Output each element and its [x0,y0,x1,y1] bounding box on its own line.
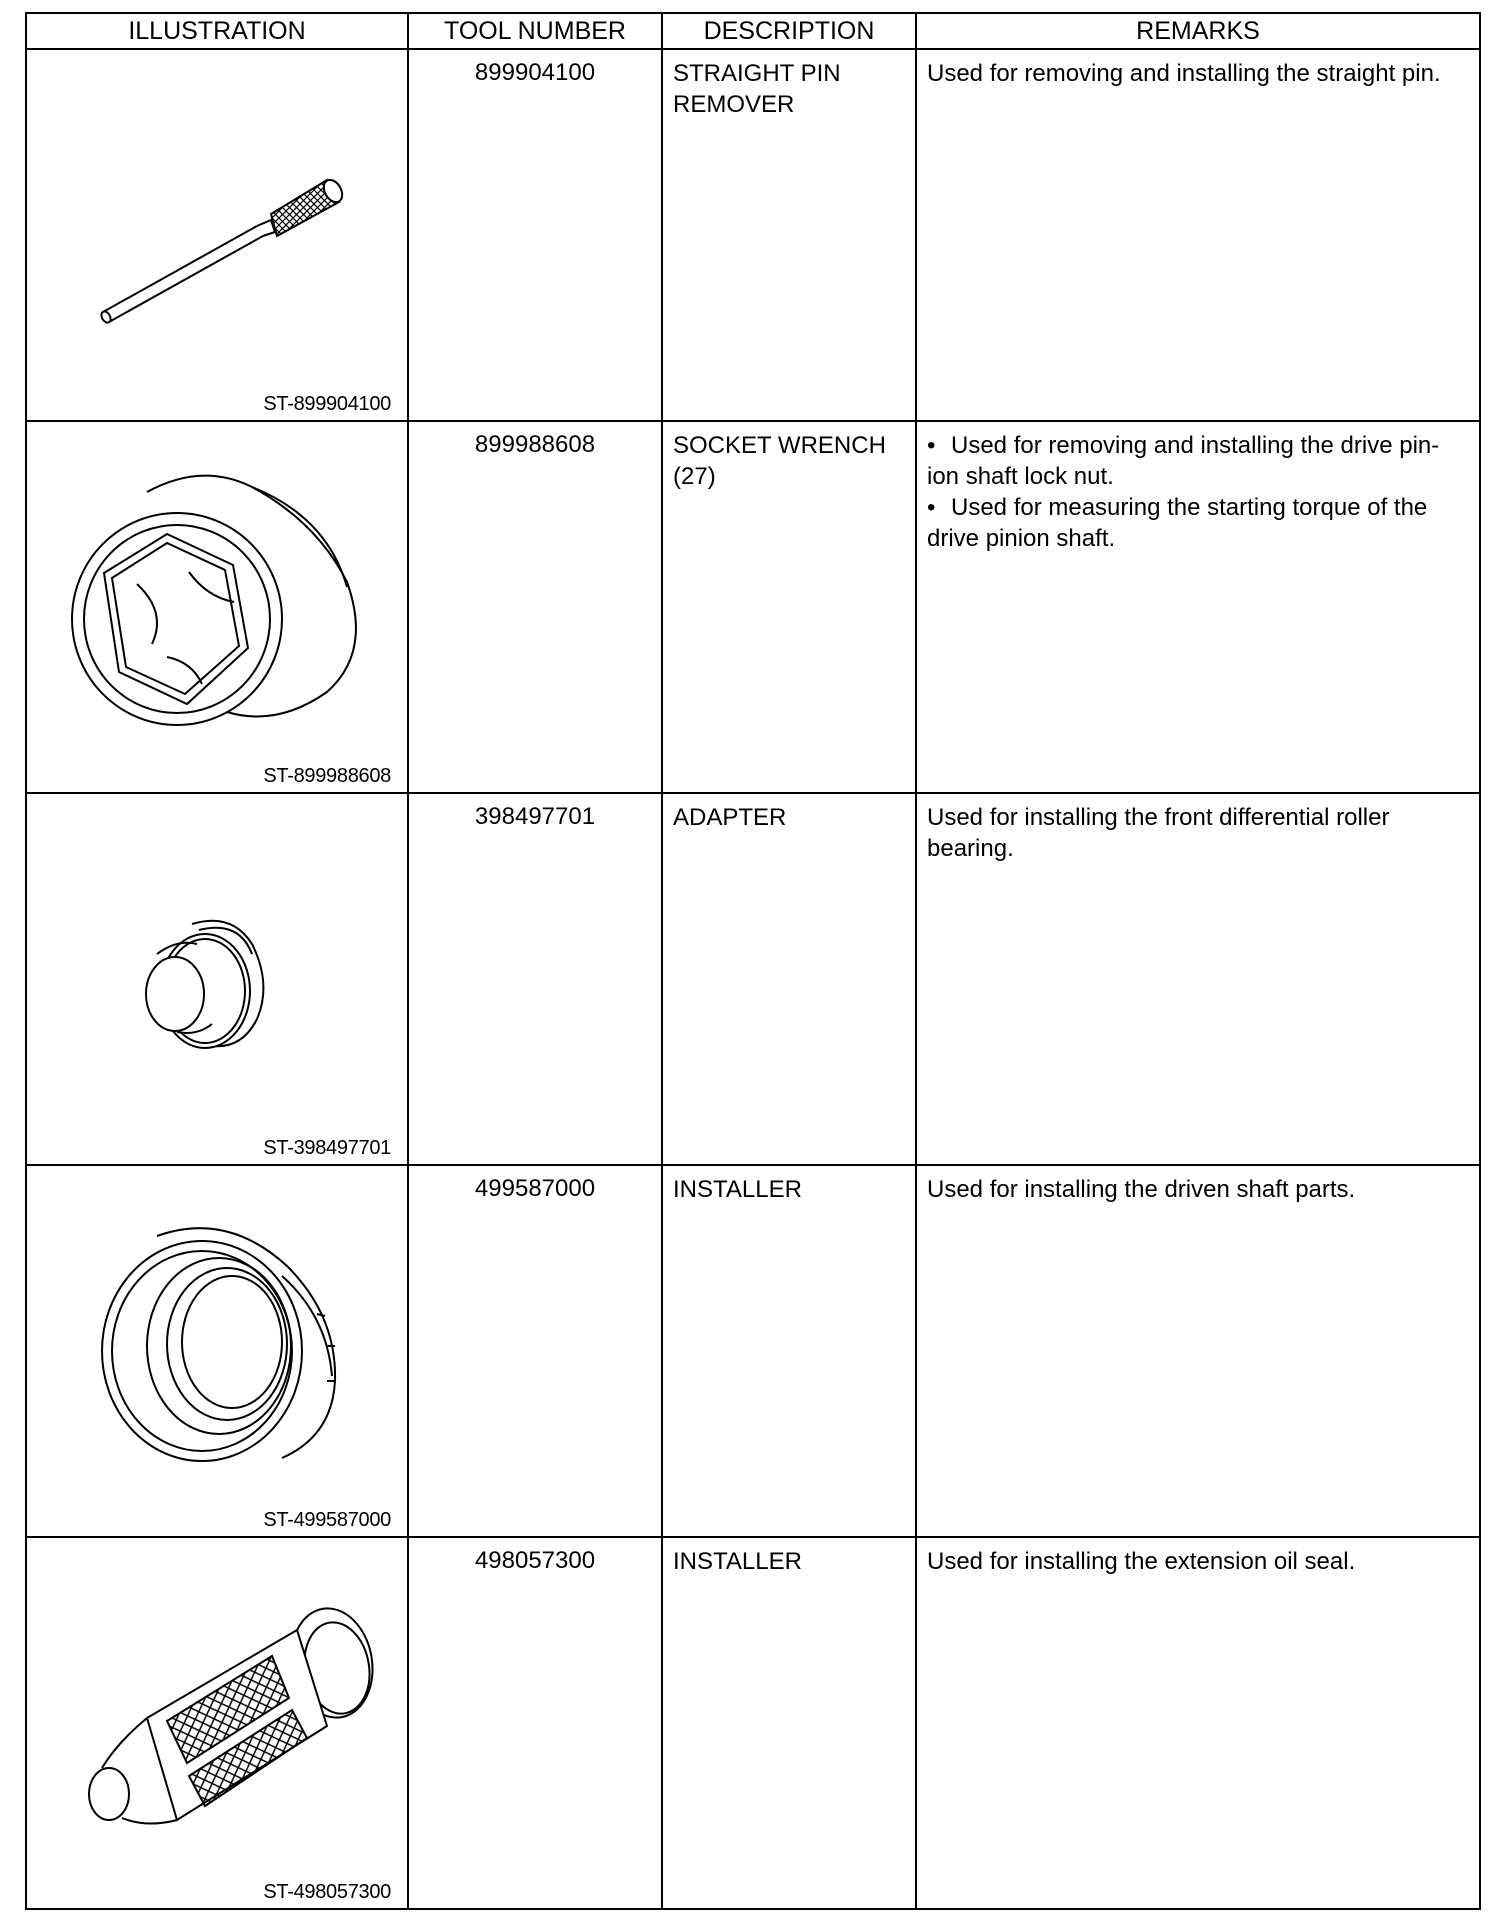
remarks [916,1537,1480,1909]
bullet-icon: • [927,432,936,459]
adapter-icon [27,794,409,1164]
bullet-icon: • [927,494,936,521]
remarks [916,793,1480,1165]
remarks-line: Used for measuring the starting torque of the [951,494,1428,521]
description-line: STRAIGHT PIN [673,60,841,87]
installer-ring-icon [27,1166,409,1536]
remarks-line: Used for removing and installing the straight pin. [927,60,1441,87]
tool-number: 499587000 [408,1165,662,1537]
installer-knurled-icon [27,1538,409,1908]
illustration-code: ST-899988608 [263,765,391,787]
illustration-cell [26,421,408,793]
illustration-cell [26,793,408,1165]
description-line: INSTALLER [673,1176,802,1203]
table-header-row [26,13,1480,49]
illustration-cell [26,49,408,421]
remarks-bullet-item [927,430,1469,461]
remarks-line: drive pinion shaft. [927,525,1116,552]
straight-pin-remover-icon [27,50,409,420]
remarks-line: ion shaft lock nut. [927,463,1114,490]
table-row [26,1537,1480,1909]
description [662,1537,916,1909]
remarks-line: Used for installing the extension oil seal. [927,1548,1356,1575]
description [662,1165,916,1537]
remarks-line: Used for removing and installing the drive pin- [951,432,1440,459]
description [662,421,916,793]
table-row [26,793,1480,1165]
illustration-cell [26,1537,408,1909]
description-line: (27) [673,463,716,490]
description-line: REMOVER [673,91,795,118]
table-row [26,1165,1480,1537]
illustration-code: ST-498057300 [263,1881,391,1903]
description-line: SOCKET WRENCH [673,432,886,459]
remarks-line: bearing. [927,835,1014,862]
remarks [916,421,1480,793]
illustration-code: ST-499587000 [263,1509,391,1531]
tool-number: 899904100 [408,49,662,421]
description-line: ADAPTER [673,804,787,831]
header-tool-number: TOOL NUMBER [408,13,662,49]
table-row [26,49,1480,421]
tool-number: 398497701 [408,793,662,1165]
description-line: INSTALLER [673,1548,802,1575]
socket-wrench-icon [27,422,409,792]
header-remarks: REMARKS [916,13,1480,49]
header-description: DESCRIPTION [662,13,916,49]
remarks-line: Used for installing the front differential roller [927,804,1390,831]
header-illustration: ILLUSTRATION [26,13,408,49]
illustration-code: ST-899904100 [263,393,391,415]
remarks [916,49,1480,421]
description [662,49,916,421]
description [662,793,916,1165]
illustration-code: ST-398497701 [263,1137,391,1159]
remarks-line: Used for installing the driven shaft parts. [927,1176,1356,1203]
remarks-bullet-item [927,492,1469,523]
special-tools-table [25,12,1481,1910]
illustration-cell [26,1165,408,1537]
remarks [916,1165,1480,1537]
tool-number: 899988608 [408,421,662,793]
tool-number: 498057300 [408,1537,662,1909]
table-row [26,421,1480,793]
